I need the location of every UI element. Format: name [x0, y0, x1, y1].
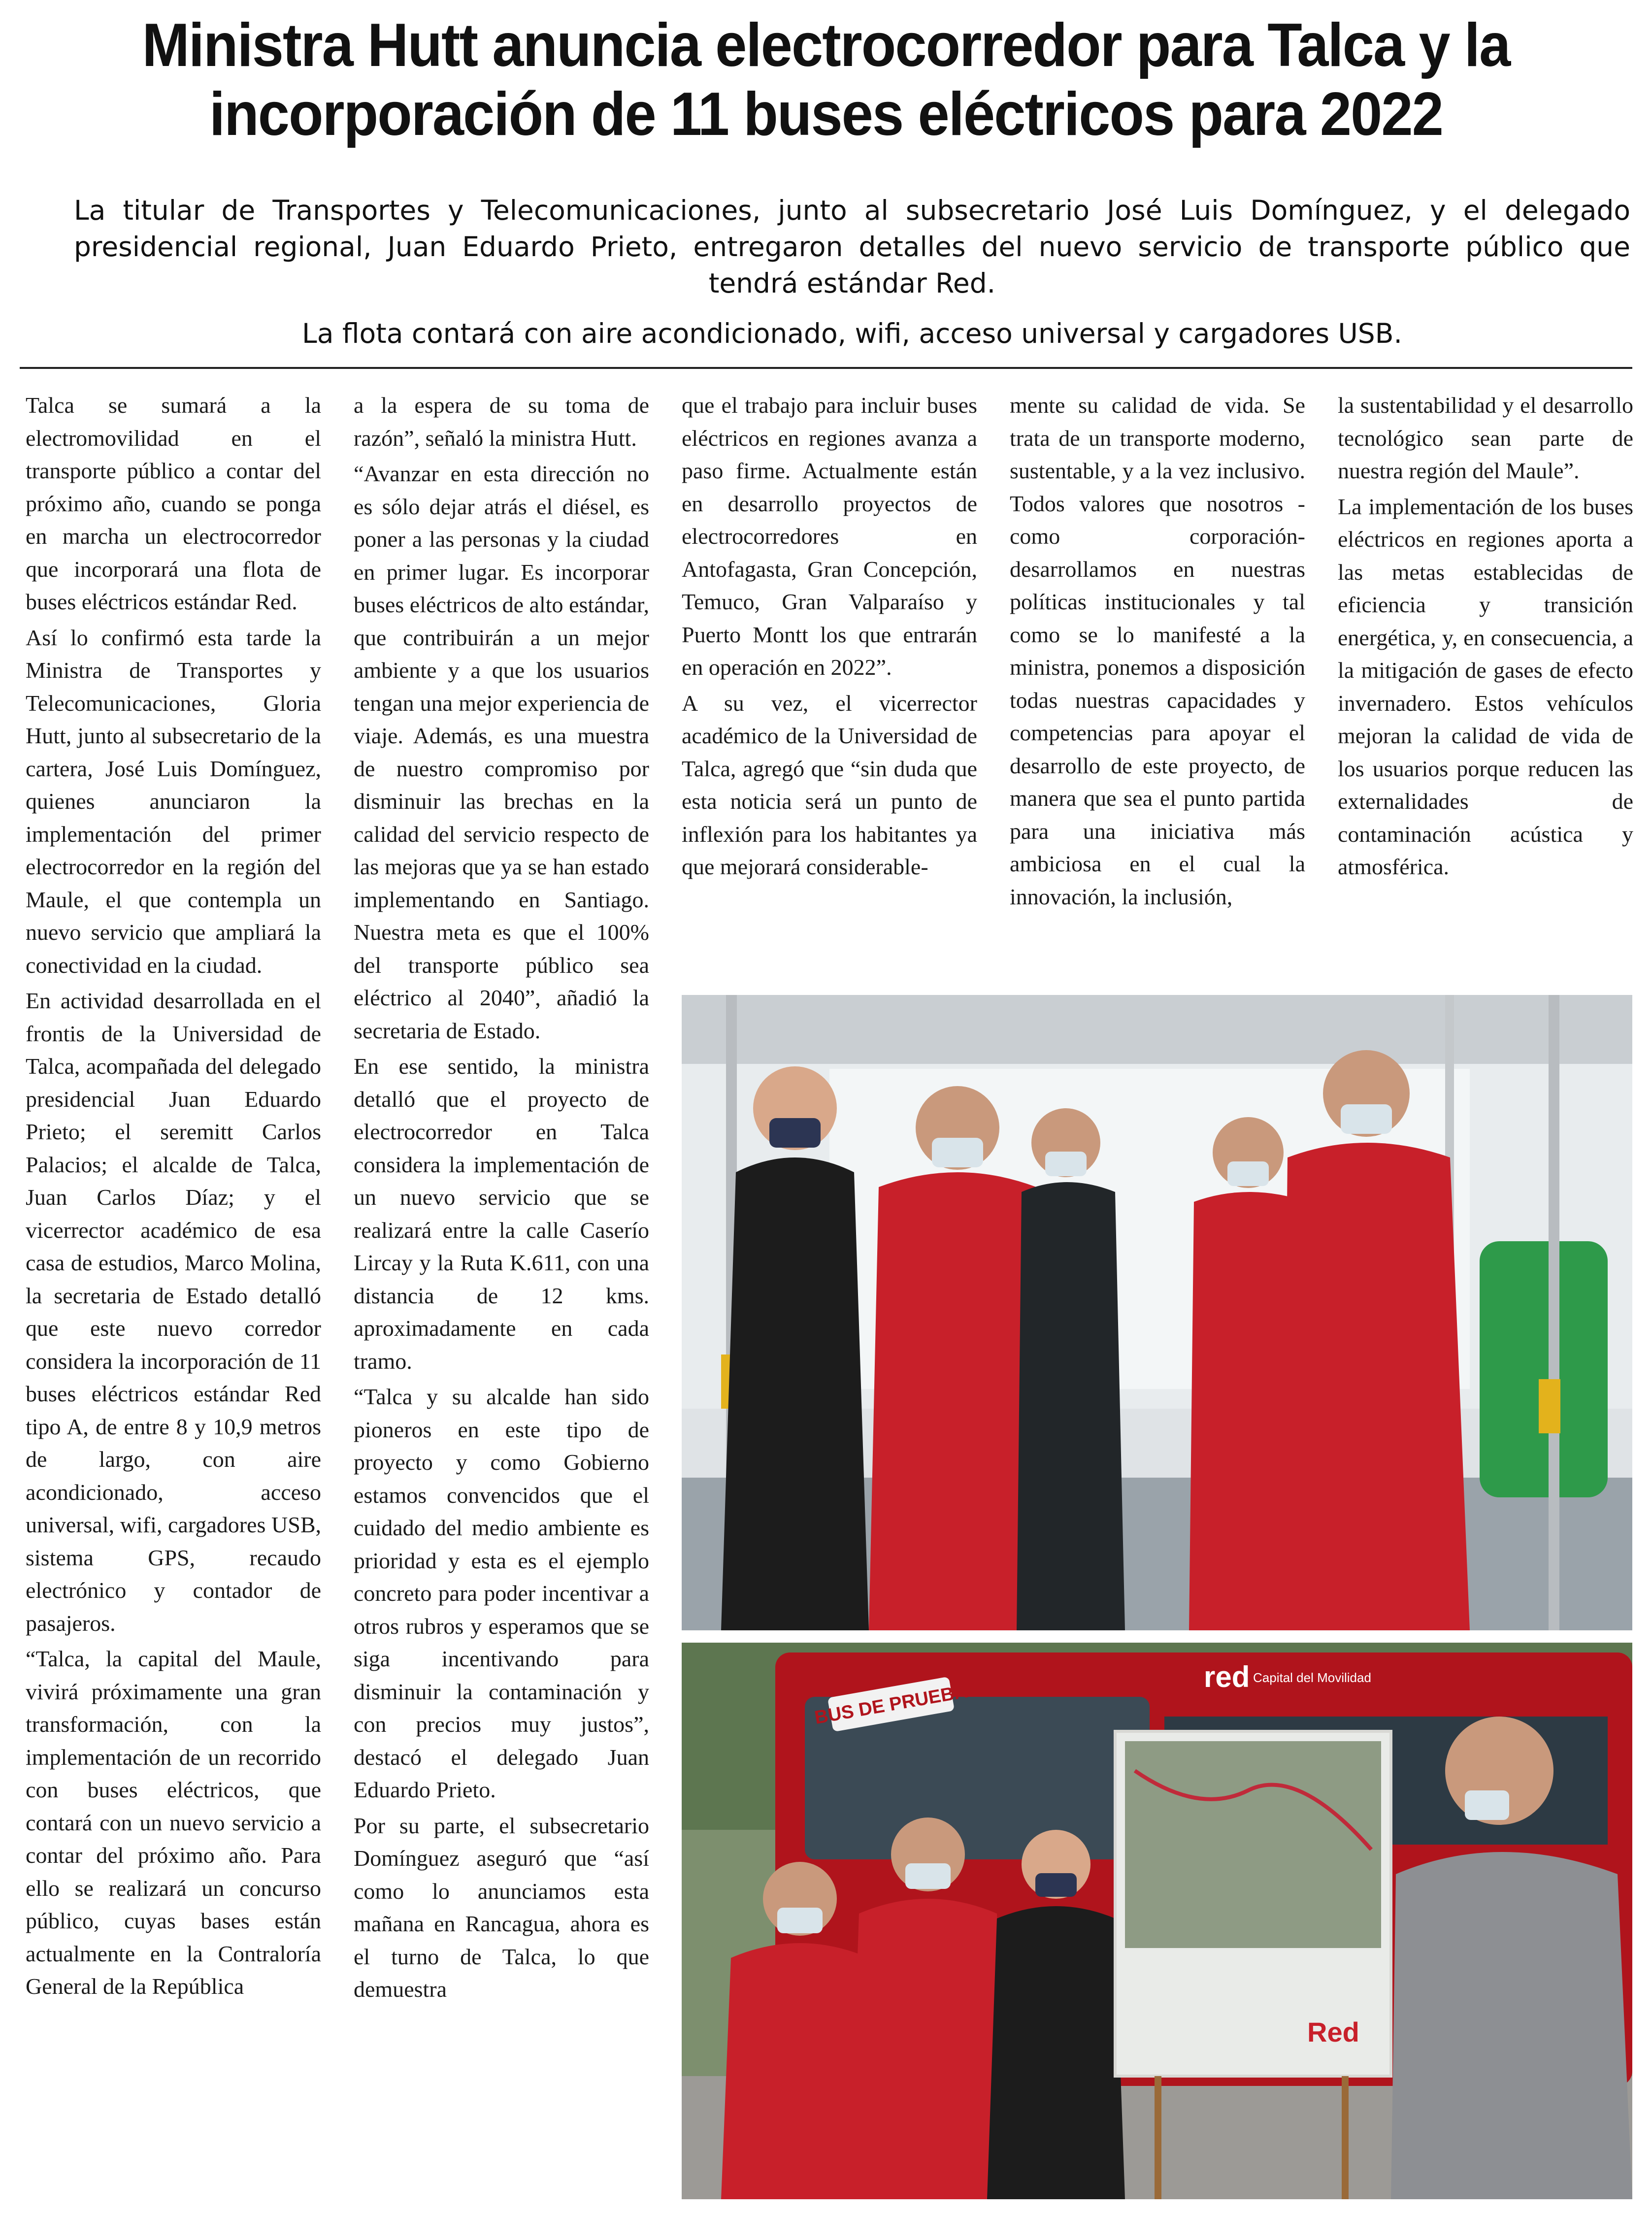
text-column-1: [26, 389, 321, 2182]
photo-bus-exterior: [682, 1643, 1632, 2199]
board-brand-text: Red: [1307, 2016, 1359, 2048]
bus-caption-text: Capital del Movilidad: [1253, 1670, 1371, 1685]
paragraph: A su vez, el vicerrector académico de la Universidad de Talca, agregó que “sin duda que esta noticia será un punto de inflexión para los habitantes ya que mejorará considerable-: [682, 690, 977, 879]
headline: [76, 11, 1576, 149]
text-column-3: [682, 389, 977, 985]
paragraph: Talca se sumará a la electromovilidad en el transporte público a contar del próximo año, cuando se ponga en marcha un electrocorredor que incorporará una flota de buses eléctricos estándar Red.: [26, 393, 321, 614]
paragraph: Por su parte, el subsecretario Domínguez aseguró que “así como lo anunciamos esta mañana en Rancagua, ahora es el turno de Talca, lo que demuestra: [354, 1813, 649, 2002]
paragraph: a la espera de su toma de razón”, señaló la ministra Hutt.: [354, 393, 649, 451]
paragraph: mente su calidad de vida. Se trata de un transporte moderno, sustentable, y a la vez inclusivo. Todos valores que nosotros -como corporación- desarrollamos en nuestras políticas institucionales y tal como se lo manifesté a la ministra, ponemos a disposición todas nuestras capacidades y competencias para apoyar el desarrollo de este proyecto, de manera que sea el punto partida para una iniciativa más ambiciosa en el cual la innovación, la inclusión,: [1010, 393, 1305, 909]
lead-subheading: La flota contará con aire acondicionado, wifi, acceso universal y cargadores USB.: [302, 318, 1402, 349]
photo-bus-interior: [682, 995, 1632, 1630]
paragraph: En actividad desarrollada en el frontis de la Universidad de Talca, acompañada del delegado presidencial Juan Eduardo Prieto; el seremitt Carlos Palacios; el alcalde de Talca, Juan Carlos Díaz; y el vicerrector académico de esa casa de estudios, Marco Molina, la secretaria de Estado detalló que este nuevo corredor considera la incorporación de 11 buses eléctricos estándar Red tipo A, de entre 8 y 10,9 metros de largo, con aire acondicionado, acceso universal, wifi, cargadores USB, sistema GPS, recaudo electrónico y contador de pasajeros.: [26, 988, 321, 1636]
headline-line-1: Ministra Hutt anuncia electrocorredor para Talca y la: [142, 11, 1510, 79]
paragraph: que el trabajo para incluir buses eléctricos en regiones avanza a paso firme. Actualmente están en desarrollo proyectos de electrocorredores en Antofagasta, Gran Concepción, Temuco, Gran Valparaíso y Puerto Montt los que entrarán en operación en 2022”.: [682, 393, 977, 680]
paragraph: “Avanzar en esta dirección no es sólo dejar atrás el diésel, es poner a las personas y la ciudad en primer lugar. Es incorporar buses eléctricos de alto estándar, que contribuirán a un mejor ambiente y a que los usuarios tengan una mejor experiencia de viaje. Además, es una muestra de nuestro compromiso por disminuir las brechas en la calidad del servicio respecto de las mejoras que ya se han estado implementando en Santiago. Nuestra meta es que el 100% del transporte público sea eléctrico al 2040”, añadió la secretaria de Estado.: [354, 461, 649, 1043]
headline-line-2: incorporación de 11 buses eléctricos para 2022: [209, 80, 1443, 148]
paragraph: la sustentabilidad y el desarrollo tecnológico sean parte de nuestra región del Maule”.: [1338, 393, 1633, 483]
header-divider: [20, 367, 1632, 369]
text-column-5: [1338, 389, 1633, 985]
paragraph: En ese sentido, la ministra detalló que el proyecto de electrocorredor en Talca considera la implementación de un nuevo servicio que se realizará entre la calle Caserío Lircay y la Ruta K.611, con una distancia de 12 kms. aproximadamente en cada tramo.: [354, 1054, 649, 1374]
text-column-2: [354, 389, 649, 2182]
paragraph: La implementación de los buses eléctricos en regiones aporta a las metas establecidas de eficiencia y transición energética, y, en consecuencia, a la mitigación de gases de efecto invernadero. Estos vehículos mejoran la calidad de vida de los usuarios porque reducen las externalidades de contaminación acústica y atmosférica.: [1338, 494, 1633, 879]
photo-bus-exterior-illustration: [682, 1643, 1632, 2199]
paragraph: Así lo confirmó esta tarde la Ministra de Transportes y Telecomunicaciones, Gloria Hutt, junto al subsecretario de la cartera, José Luis Domínguez, quienes anunciaron la implementación del primer electrocorredor en la región del Maule, el que contempla un nuevo servicio que ampliará la conectividad en la ciudad.: [26, 625, 321, 978]
lead-paragraph: La titular de Transportes y Telecomunicaciones, junto al subsecretario José Luis Domínguez, y el delegado presidencial regional, Juan Eduardo Prieto, entregaron detalles del nuevo servicio de transporte público que tendrá estándar Red.: [74, 195, 1630, 299]
text-column-4: [1010, 389, 1305, 985]
photo-bus-interior-illustration: [682, 995, 1632, 1630]
bus-sign-text: BUS DE PRUEBA: [813, 1681, 969, 1728]
paragraph: “Talca, la capital del Maule, vivirá próximamente una gran transformación, con la implementación de un recorrido con buses eléctricos, que contará con un nuevo servicio a contar del próximo año. Para ello se realizará un concurso público, cuyas bases están actualmente en la Contraloría General de la República: [26, 1646, 321, 1999]
paragraph: “Talca y su alcalde han sido pioneros en este tipo de proyecto y como Gobierno estamos convencidos que el cuidado del medio ambiente es prioridad y esta es el ejemplo concreto para poder incentivar a otros rubros y esperamos que se siga incentivando para disminuir la contaminación y con precios muy justos”, destacó el delegado Juan Eduardo Prieto.: [354, 1384, 649, 1802]
bus-brand-text: red: [1204, 1660, 1250, 1693]
